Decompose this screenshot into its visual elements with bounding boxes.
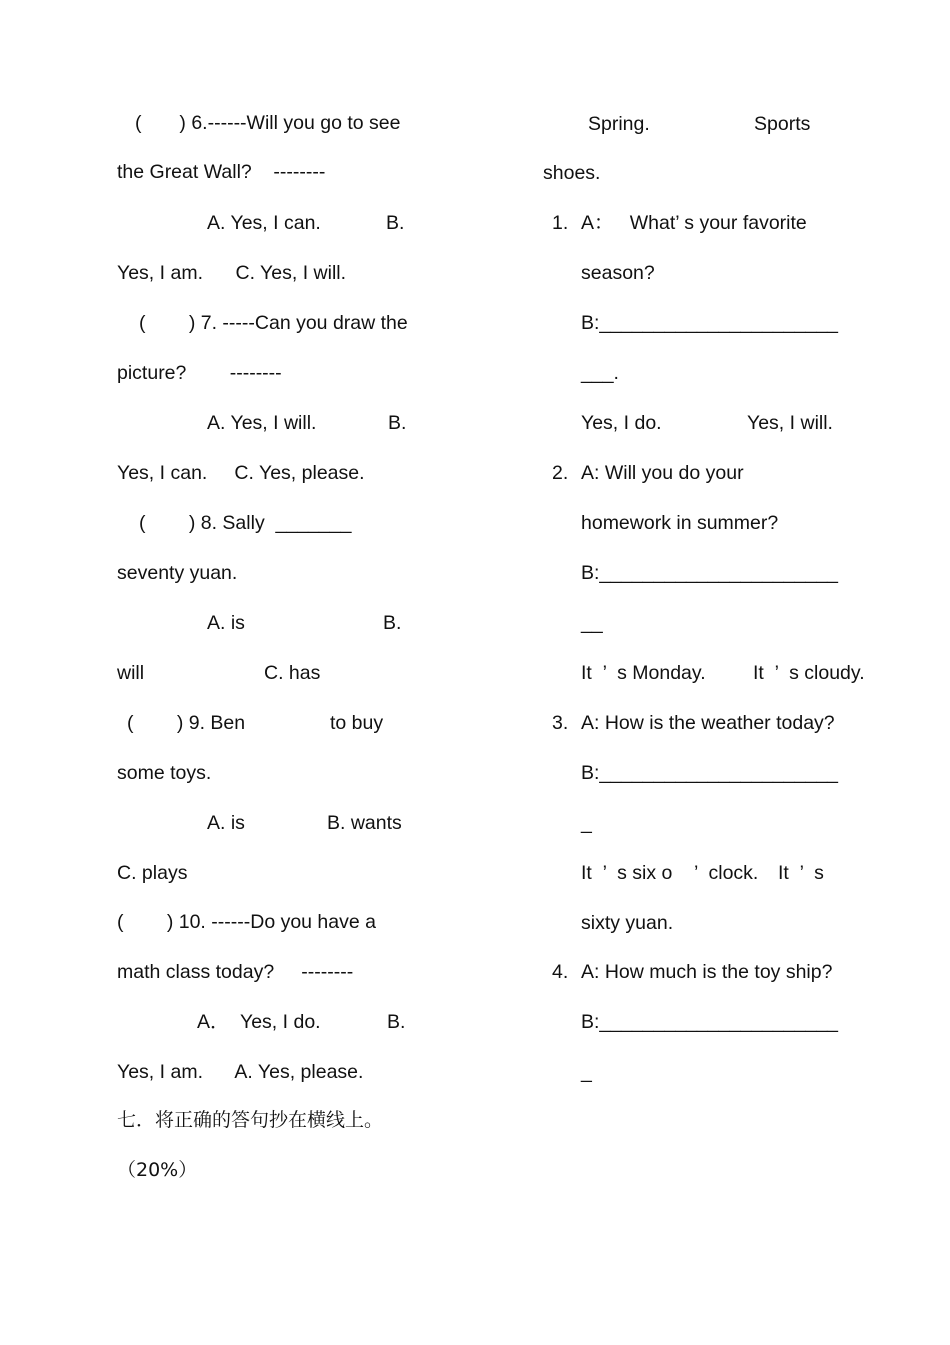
section-7-score: （20%） [117, 1159, 198, 1181]
q2-a-line-2: homework in summer? [581, 512, 779, 534]
q2-answer-blank: B:______________________ [581, 562, 839, 584]
q10-line-1: ( ) 10. ------Do you have a [117, 911, 376, 933]
q6-line-4: Yes, I am. C. Yes, I will. [117, 262, 347, 284]
q6-line-2: the Great Wall? -------- [117, 161, 326, 183]
q2-a-line-1: A: Will you do your [581, 462, 744, 484]
q7-line-4: Yes, I can. C. Yes, please. [117, 462, 365, 484]
q7-line-2: picture? -------- [117, 362, 282, 384]
q3-a-line-1: A: How is the weather today? [581, 712, 835, 734]
q9-option-c: C. plays [117, 862, 188, 884]
q9-line-1: ( ) 9. Ben [127, 712, 246, 734]
q8-option-b-text: will [117, 662, 145, 684]
q8-option-a: A. is [207, 612, 245, 634]
option-sixty-yuan: sixty yuan. [581, 912, 674, 934]
q9-option-a: A. is [207, 812, 245, 834]
q3-number: 3. [552, 712, 569, 734]
q7-option-b: B. [388, 412, 407, 434]
q7-line-1: ( ) 7. -----Can you draw the [139, 312, 408, 334]
q4-answer-blank-2: _ [581, 1061, 592, 1083]
option-yes-i-do: Yes, I do. [581, 412, 662, 434]
option-its: It ’ s [778, 862, 824, 884]
option-sports: Sports [754, 113, 811, 135]
section-7-title: 七．将正确的答句抄在横线上。 [117, 1109, 384, 1131]
q1-answer-blank: B:______________________ [581, 312, 839, 334]
q1-number: 1. [552, 212, 569, 234]
q8-line-2: seventy yuan. [117, 562, 238, 584]
q8-option-b: B. [383, 612, 402, 634]
option-six-oclock: It ’ s six o ’ clock. [581, 862, 759, 884]
q9-to-buy: to buy [330, 712, 384, 734]
q8-line-1: ( ) 8. Sally _______ [139, 512, 352, 534]
q4-number: 4. [552, 961, 569, 983]
option-shoes: shoes. [543, 162, 601, 184]
q8-option-c: C. has [264, 662, 321, 684]
q1-answer-blank-2: ___. [581, 362, 619, 384]
q2-answer-blank-2: __ [581, 612, 603, 634]
option-cloudy: It ’ s cloudy. [753, 662, 865, 684]
q3-answer-blank: B:______________________ [581, 762, 839, 784]
q6-option-a: A. Yes, I can. [207, 212, 321, 234]
q7-option-a: A. Yes, I will. [207, 412, 317, 434]
q10-line-4: Yes, I am. A. Yes, please. [117, 1061, 364, 1083]
q10-option-a: A． Yes, I do. [197, 1011, 321, 1033]
q1-a-line-2: season? [581, 262, 655, 284]
q3-answer-blank-2: _ [581, 812, 592, 834]
q4-a-line-1: A: How much is the toy ship? [581, 961, 833, 983]
q6-line-1: ( ) 6.------Will you go to see [135, 112, 401, 134]
q10-option-b: B. [387, 1011, 406, 1033]
q1-a-line-1: A： What’ s your favorite [581, 212, 807, 234]
option-yes-i-will: Yes, I will. [747, 412, 833, 434]
q9-line-2: some toys. [117, 762, 212, 784]
q4-answer-blank: B:______________________ [581, 1011, 839, 1033]
q2-number: 2. [552, 462, 569, 484]
option-spring: Spring. [588, 113, 650, 135]
q9-option-b: B. wants [327, 812, 402, 834]
option-monday: It ’ s Monday. [581, 662, 706, 684]
q10-line-2: math class today? -------- [117, 961, 354, 983]
q6-option-b: B. [386, 212, 405, 234]
